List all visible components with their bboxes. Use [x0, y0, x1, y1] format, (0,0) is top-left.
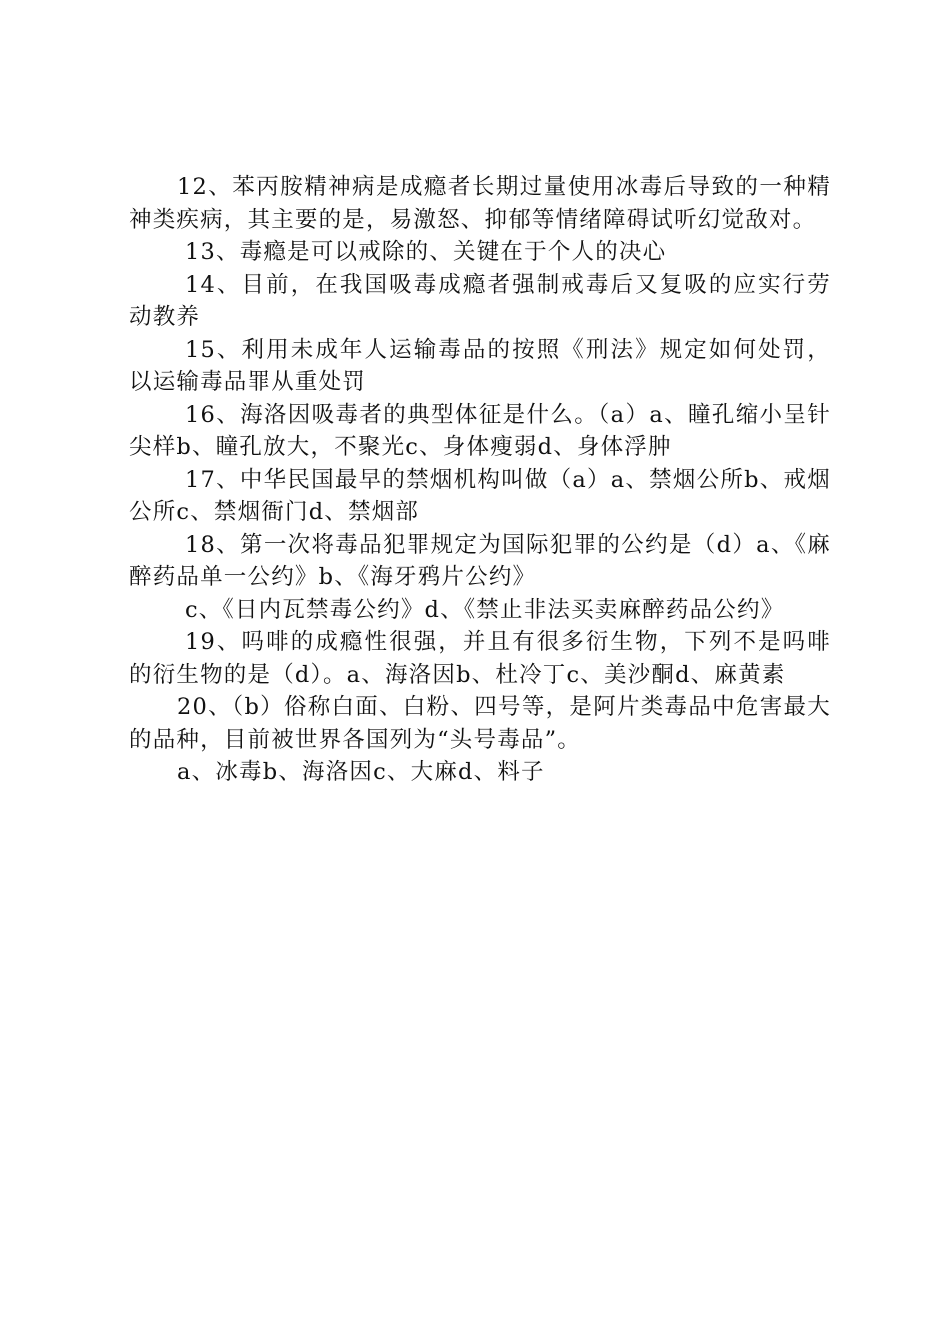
- paragraph-q12: 12、苯丙胺精神病是成瘾者长期过量使用冰毒后导致的一种精神类疾病，其主要的是，易激怒、抑郁等情绪障碍试听幻觉敌对。: [129, 174, 831, 233]
- paragraph-q16: 16、海洛因吸毒者的典型体征是什么。（a）a、瞳孔缩小呈针尖样b、瞳孔放大，不聚光c、身体瘦弱d、身体浮肿: [129, 401, 831, 460]
- paragraph-q14: 14、目前，在我国吸毒成瘾者强制戒毒后又复吸的应实行劳动教养: [129, 271, 831, 330]
- paragraph-q15: 15、利用未成年人运输毒品的按照《刑法》规定如何处罚，以运输毒品罪从重处罚: [129, 336, 831, 395]
- paragraph-q18: 18、第一次将毒品犯罪规定为国际犯罪的公约是（d）a、《麻醉药品单一公约》b、《海牙鸦片公约》: [129, 531, 831, 590]
- paragraph-q13: 13、毒瘾是可以戒除的、关键在于个人的决心: [185, 239, 667, 265]
- paragraph-q20-options: a、冰毒b、海洛因c、大麻d、料子: [177, 759, 545, 785]
- document-body: [129, 171, 831, 789]
- paragraph-q19: 19、吗啡的成瘾性很强，并且有很多衍生物，下列不是吗啡的衍生物的是（d）。a、海洛因b、杜冷丁c、美沙酮d、麻黄素: [129, 629, 831, 688]
- paragraph-q20: 20、（b）俗称白面、白粉、四号等，是阿片类毒品中危害最大的品种，目前被世界各国列为“头号毒品”。: [129, 694, 831, 753]
- paragraph-q17: 17、中华民国最早的禁烟机构叫做（a）a、禁烟公所b、戒烟公所c、禁烟衙门d、禁烟部: [129, 466, 831, 525]
- paragraph-q18-options: c、《日内瓦禁毒公约》d、《禁止非法买卖麻醉药品公约》: [185, 596, 785, 623]
